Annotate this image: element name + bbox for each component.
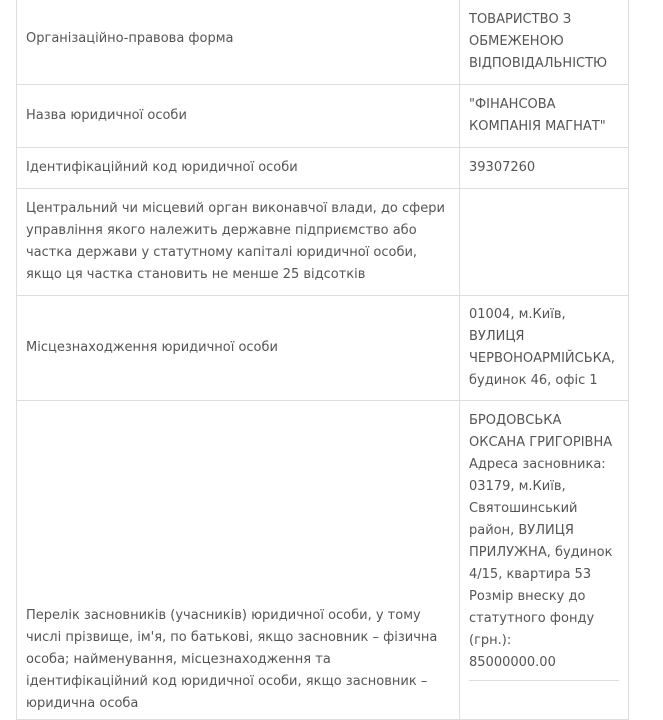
id-code-label: Ідентифікаційний код юридичної особи [17, 148, 460, 189]
governing-body-value [460, 189, 629, 296]
founder-entry [469, 410, 619, 674]
founder-contribution: 85000000.00 [469, 655, 556, 670]
founders-label: Перелік засновників (учасників) юридичної особи, у тому числі прізвище, ім'я, по батькові, якщо засновник – фізична особа; найменування, місцезнаходження та ідентифікаційний код юридичної особи, якщо засновник – юридична особа [17, 401, 460, 720]
location-value: 01004, м.Київ, ВУЛИЦЯ ЧЕРВОНОАРМІЙСЬКА, будинок 46, офіс 1 [460, 296, 629, 401]
entity-details-table [16, 0, 629, 720]
table-row-legal-form [17, 0, 629, 85]
legal-form-value: ТОВАРИСТВО З ОБМЕЖЕНОЮ ВІДПОВІДАЛЬНІСТЮ [460, 0, 629, 85]
entity-name-value: "ФІНАНСОВА КОМПАНІЯ МАГНАТ" [460, 85, 629, 148]
table-row-location [17, 296, 629, 401]
id-code-value: 39307260 [460, 148, 629, 189]
location-label: Місцезнаходження юридичної особи [17, 296, 460, 401]
founders-value [460, 401, 629, 720]
founder-address: 03179, м.Київ, Святошинський район, ВУЛИЦЯ ПРИЛУЖНА, будинок 4/15, квартира 53 [469, 479, 613, 582]
entity-name-label: Назва юридичної особи [17, 85, 460, 148]
registry-extract [16, 0, 628, 720]
founder-name: БРОДОВСЬКА ОКСАНА ГРИГОРІВНА [469, 413, 613, 450]
founder-address-label: Адреса засновника: [469, 457, 606, 472]
legal-form-label: Організаційно-правова форма [17, 0, 460, 85]
table-row-founders [17, 401, 629, 720]
governing-body-label: Центральний чи місцевий орган виконавчої влади, до сфери управління якого належить державне підприємство або частка держави у статутному капіталі юридичної особи, якщо ця частка становить не менше 25 відсотків [17, 189, 460, 296]
founder-divider [469, 680, 619, 711]
founder-contribution-label: Розмір внеску до статутного фонду (грн.): [469, 589, 595, 648]
table-row-governing-body [17, 189, 629, 296]
table-row-entity-name [17, 85, 629, 148]
table-row-id-code [17, 148, 629, 189]
